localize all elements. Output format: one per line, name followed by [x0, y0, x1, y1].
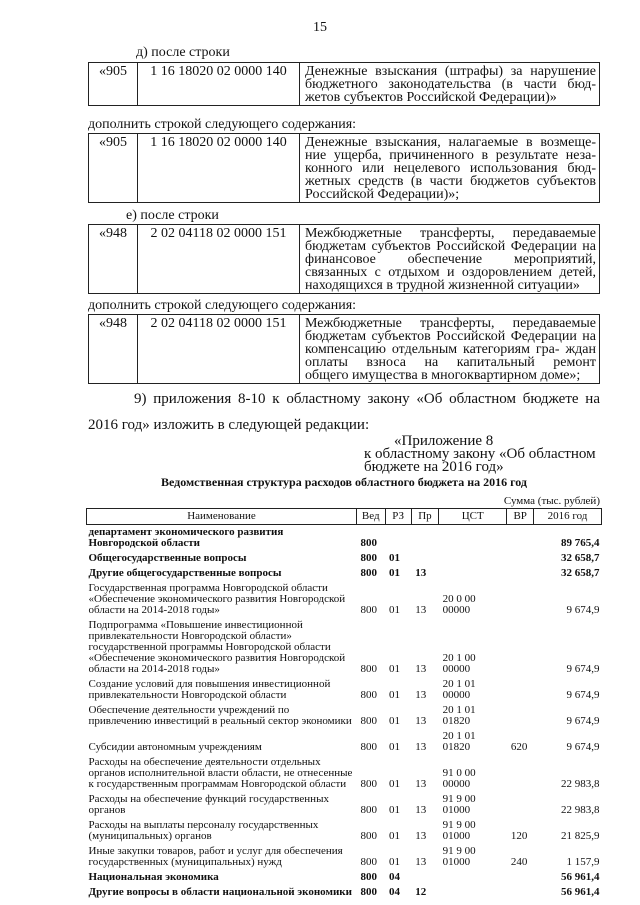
row-ved: 800	[360, 537, 377, 549]
row-cst: 91 0 00 00000	[442, 767, 476, 790]
row-pr	[411, 551, 438, 566]
row-sum: 32 658,7	[561, 552, 600, 564]
row-cst: 20 1 01 00000	[442, 678, 476, 701]
table-row	[87, 618, 602, 677]
row-ved: 800	[360, 778, 377, 790]
table-title: Ведомственная структура расходов областного бюджета на 2016 год	[160, 475, 527, 489]
table-row	[89, 63, 600, 106]
desc-line: общего имущества в многоквартирном доме»;	[305, 368, 581, 383]
row-cst: 20 1 01 01820	[442, 704, 476, 727]
row-pr: 13	[415, 778, 427, 790]
row-rz: 01	[389, 552, 401, 564]
row-cst: 20 1 00 00000	[442, 652, 476, 675]
desc-line: на финансовое обеспечение мероприятий,	[305, 239, 596, 267]
row-name: Иные закупки товаров, работ и услуг для обеспечения государственных (муниципальных) нужд	[88, 845, 343, 868]
row-ved: 800	[360, 567, 377, 579]
row-rz: 01	[389, 715, 401, 727]
row-sum: 21 825,9	[561, 830, 600, 842]
row-vr: 120	[510, 830, 528, 842]
section-label-d: д) после строки	[136, 45, 230, 60]
row-vr	[507, 792, 534, 818]
table-row	[89, 225, 600, 294]
row-name: Расходы на обеспечение функций государственных органов	[88, 793, 329, 816]
row-vr: 620	[510, 741, 528, 753]
desc-line: бюджетам субъектов Российской Федерации	[305, 329, 577, 344]
kbk-code: 1 16 18020 02 0000 140	[138, 134, 300, 203]
row-vr	[507, 525, 534, 552]
col-header-name: Наименование	[87, 509, 357, 525]
row-rz: 01	[389, 567, 401, 579]
amend-table-e-add	[88, 314, 600, 384]
paragraph-9	[88, 386, 600, 438]
desc-line: ние ущерба, причиненного в результате неза-	[305, 148, 596, 163]
row-pr: 13	[415, 856, 427, 868]
table-row	[87, 755, 602, 792]
desc-line: Межбюджетные трансферты, передаваемые	[305, 316, 596, 331]
row-rz: 01	[389, 663, 401, 675]
row-rz: 04	[389, 886, 401, 898]
desc-line: бюджетам субъектов Российской Федерации	[305, 239, 577, 254]
desc-line: Денежные взыскания (штрафы) за нарушение	[305, 64, 596, 79]
budget-table	[86, 508, 602, 900]
row-sum: 9 674,9	[566, 689, 600, 701]
table-row	[87, 581, 602, 618]
row-ved: 800	[360, 804, 377, 816]
row-pr	[411, 870, 438, 885]
row-name: Другие вопросы в области национальной экономики	[88, 886, 352, 898]
row-sum: 9 674,9	[566, 663, 600, 675]
row-name: Создание условий для повышения инвестиционной привлекательности Новгородской области	[88, 678, 331, 701]
appendix-heading	[364, 435, 596, 474]
kbk-code: 2 02 04118 02 0000 151	[138, 225, 300, 294]
appendix-line: к областному закону «Об областном	[364, 446, 596, 462]
row-rz	[385, 525, 411, 552]
col-header-pr: Пр	[411, 509, 438, 525]
desc-line: жетных средств (в части бюджетов субъектов	[305, 174, 596, 189]
row-cst	[439, 870, 507, 885]
row-pr: 13	[415, 715, 427, 727]
row-pr: 13	[415, 689, 427, 701]
row-name: Обеспечение деятельности учреждений по привлечению инвестиций в реальный сектор экономики	[88, 704, 352, 727]
paragraph-line: 2016 год» изложить в следующей редакции:	[88, 417, 370, 433]
desc-line: ждан оплаты взноса на капитальный ремонт	[305, 342, 597, 370]
col-header-sum: 2016 год	[534, 509, 602, 525]
row-cst: 20 1 01 01820	[442, 730, 476, 753]
row-cst	[439, 566, 507, 581]
admin-code: «948	[89, 225, 138, 294]
col-header-ved: Вед	[356, 509, 385, 525]
row-sum: 56 961,4	[561, 871, 600, 883]
kbk-code: 2 02 04118 02 0000 151	[138, 315, 300, 384]
table-row	[87, 677, 602, 703]
col-header-vr: ВР	[507, 509, 534, 525]
row-sum: 22 983,8	[561, 804, 600, 816]
table-row	[87, 551, 602, 566]
row-vr	[507, 703, 534, 729]
amend-table-e-after	[88, 224, 600, 294]
row-vr	[507, 885, 534, 900]
row-sum: 9 674,9	[566, 604, 600, 616]
row-ved: 800	[360, 886, 377, 898]
row-rz: 04	[389, 871, 401, 883]
row-sum: 1 157,9	[566, 856, 600, 868]
row-vr	[507, 755, 534, 792]
description	[300, 225, 600, 294]
row-pr: 12	[415, 886, 427, 898]
row-ved: 800	[360, 715, 377, 727]
table-row	[87, 703, 602, 729]
desc-line: на компенсацию отдельным категориям гра-	[305, 329, 596, 357]
description	[300, 63, 600, 106]
paragraph-line: 9) приложения 8-10 к областному закону «Об областном бюджете на	[134, 391, 600, 407]
row-sum: 9 674,9	[566, 741, 600, 753]
table-row	[87, 885, 602, 900]
row-rz: 01	[389, 604, 401, 616]
row-pr: 13	[415, 804, 427, 816]
admin-code: «948	[89, 315, 138, 384]
admin-code: «905	[89, 134, 138, 203]
row-vr	[507, 551, 534, 566]
row-ved: 800	[360, 663, 377, 675]
row-sum: 89 765,4	[561, 537, 600, 549]
row-cst: 91 9 00 01000	[442, 819, 476, 842]
row-cst	[439, 525, 507, 552]
row-pr: 13	[415, 567, 427, 579]
row-pr: 13	[415, 604, 427, 616]
row-vr	[507, 581, 534, 618]
row-vr: 240	[510, 856, 528, 868]
desc-line: находящихся в трудной жизненной ситуации»	[305, 278, 580, 293]
desc-line: Денежные взыскания, налагаемые в возмеще-	[305, 135, 596, 150]
amend-table-d-after	[88, 62, 600, 106]
desc-line: конного или нецелевого использования бюд-	[305, 161, 596, 176]
section-label-e: е) после строки	[126, 208, 219, 223]
table-row	[87, 566, 602, 581]
row-ved: 800	[360, 856, 377, 868]
row-cst	[439, 885, 507, 900]
row-pr: 13	[415, 663, 427, 675]
row-cst: 91 9 00 01000	[442, 845, 476, 868]
row-name: Общегосударственные вопросы	[88, 552, 247, 564]
row-cst: 91 9 00 01000	[442, 793, 476, 816]
row-vr	[507, 870, 534, 885]
desc-line: Межбюджетные трансферты, передаваемые	[305, 226, 596, 241]
row-ved: 800	[360, 830, 377, 842]
row-name: Государственная программа Новгородской области «Обеспечение экономического развития Новгородской области на 2014-2018 годы»	[88, 582, 346, 616]
units-label: Сумма (тыс. рублей)	[503, 495, 600, 507]
table-row	[89, 134, 600, 203]
desc-line: Российской Федерации)»;	[305, 187, 460, 202]
description	[300, 315, 600, 384]
row-rz: 01	[389, 689, 401, 701]
row-vr	[507, 677, 534, 703]
row-ved: 800	[360, 741, 377, 753]
row-sum: 32 658,7	[561, 567, 600, 579]
row-name: Расходы на обеспечение деятельности отдельных органов исполнительной власти области, не отнесенные к государственным программам Новгородской области	[88, 756, 353, 790]
desc-line: жетов субъектов Российской Федерации)»	[305, 90, 557, 105]
row-name: Подпрограмма «Повышение инвестиционной привлекательности Новгородской области» государственной программы Новгородской области «Обеспечение экономического развития Новгородской области на 2014-2018 годы»	[88, 619, 346, 675]
amend-table-d-add	[88, 133, 600, 203]
row-name: Расходы на выплаты персоналу государственных (муниципальных) органов	[88, 819, 319, 842]
row-vr	[507, 618, 534, 677]
table-row	[87, 792, 602, 818]
row-cst: 20 0 00 00000	[442, 593, 476, 616]
row-rz: 01	[389, 856, 401, 868]
admin-code: «905	[89, 63, 138, 106]
kbk-code: 1 16 18020 02 0000 140	[138, 63, 300, 106]
table-row	[87, 844, 602, 870]
row-pr	[411, 525, 438, 552]
appendix-line: бюджете на 2016 год»	[364, 459, 504, 475]
col-header-rz: РЗ	[385, 509, 411, 525]
row-pr: 13	[415, 741, 427, 753]
description	[300, 134, 600, 203]
table-row	[87, 729, 602, 755]
row-sum: 56 961,4	[561, 886, 600, 898]
desc-line: связанных с отдыхом и оздоровлением детей,	[305, 265, 596, 280]
row-sum: 9 674,9	[566, 715, 600, 727]
desc-line: бюджетного законодательства (в части бюд-	[305, 77, 596, 92]
row-name: департамент экономического развития Новгородской области	[88, 526, 284, 549]
row-ved: 800	[360, 604, 377, 616]
row-sum: 22 983,8	[561, 778, 600, 790]
page-number: 15	[313, 20, 327, 35]
row-name: Национальная экономика	[88, 871, 219, 883]
section-label-add-2: дополнить строкой следующего содержания:	[88, 298, 357, 313]
col-header-cst: ЦСТ	[439, 509, 507, 525]
row-vr	[507, 566, 534, 581]
row-pr: 13	[415, 830, 427, 842]
table-row	[87, 818, 602, 844]
row-ved: 800	[360, 871, 377, 883]
table-row	[87, 525, 602, 552]
table-row	[89, 315, 600, 384]
appendix-line: «Приложение 8	[394, 433, 494, 449]
row-cst	[439, 551, 507, 566]
row-rz: 01	[389, 741, 401, 753]
row-name: Другие общегосударственные вопросы	[88, 567, 282, 579]
table-header-row	[87, 509, 602, 525]
table-row	[87, 870, 602, 885]
row-rz: 01	[389, 804, 401, 816]
row-name: Субсидии автономным учреждениям	[88, 741, 262, 753]
row-ved: 800	[360, 689, 377, 701]
row-rz: 01	[389, 778, 401, 790]
section-label-add-1: дополнить строкой следующего содержания:	[88, 117, 357, 132]
row-ved: 800	[360, 552, 377, 564]
row-rz: 01	[389, 830, 401, 842]
